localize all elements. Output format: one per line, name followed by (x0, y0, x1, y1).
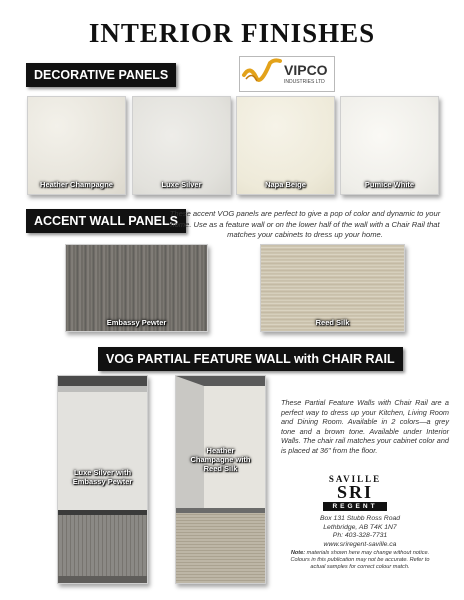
saville-logo-bottom: REGENT (323, 502, 387, 511)
accent-panels-banner: ACCENT WALL PANELS (26, 209, 186, 233)
swatch-label: Luxe Silver (161, 180, 202, 189)
page-title: INTERIOR FINISHES (88, 18, 376, 48)
note-label: Note: (290, 550, 306, 556)
address-line: Box 131 Stubb Ross Road (319, 515, 401, 522)
swatch-label: Napa Beige (265, 180, 306, 189)
swatch-heather-champagne (27, 96, 126, 195)
vipco-logo-name: VIPCO (284, 62, 328, 78)
disclaimer-note (283, 550, 437, 571)
photo-label-line: Champagne with (190, 455, 251, 464)
photo-illustration (176, 376, 265, 583)
swatch-label: Embassy Pewter (106, 318, 167, 327)
feature-description: These Partial Feature Walls with Chair Rail are a perfect way to dress up your Kitchen, Living Room and Dining Room. Available in 2 colors—a grey tone and a brown tone. Available under Interior Walls. The chair rail matches your cabinet color and is placed at 36" from the floor. (281, 398, 449, 455)
accent-description: These accent VOG panels are perfect to give a pop of color and dynamic to your home. Use as a feature wall or on the lower half of the wall with a Chair Rail that matches your cabinets to dress up your home. (169, 209, 441, 239)
photo-label (58, 468, 147, 486)
photo-label-line: Reed Silk (203, 464, 238, 473)
swatch-embassy-pewter (65, 244, 208, 332)
swatch-reed-silk (260, 244, 405, 332)
photo-heather-champagne-reed-silk (175, 375, 266, 584)
swatch-label: Reed Silk (315, 318, 350, 327)
photo-label-line: Embassy Pewter (72, 477, 133, 486)
swatch-label: Heather Champagne (40, 180, 113, 189)
phone-line: Ph: 403-328-7731 (332, 532, 388, 540)
swatch-label: Pumice White (364, 180, 415, 189)
feature-wall-banner: VOG PARTIAL FEATURE WALL with CHAIR RAIL (98, 347, 403, 371)
website-line: www.sriregent-saville.ca (323, 540, 397, 548)
saville-logo-mark: SRI (336, 482, 373, 502)
note-text: materials shown here may change without notice. Colours in this publication may not be accurate. Refer to actual samples for correct colour match. (290, 550, 430, 570)
vipco-logo (239, 56, 335, 92)
decorative-panels-banner: DECORATIVE PANELS (26, 63, 176, 87)
swatch-luxe-silver (132, 96, 231, 195)
vipco-logo-sub: INDUSTRIES LTD (284, 79, 325, 85)
saville-logo-top: SAVILLE (328, 474, 382, 484)
vipco-swoosh-icon (240, 57, 284, 91)
address-block (290, 515, 430, 549)
swatch-napa-beige (236, 96, 335, 195)
photo-label-line: Heather (206, 446, 235, 455)
address-line: Lethbridge, AB T4K 1N7 (323, 523, 397, 531)
photo-luxe-silver-embassy-pewter (57, 375, 148, 584)
photo-label-line: Luxe Silver with (73, 468, 132, 477)
swatch-pumice-white (340, 96, 439, 195)
photo-label (176, 446, 265, 473)
saville-sri-regent-logo (305, 474, 405, 512)
